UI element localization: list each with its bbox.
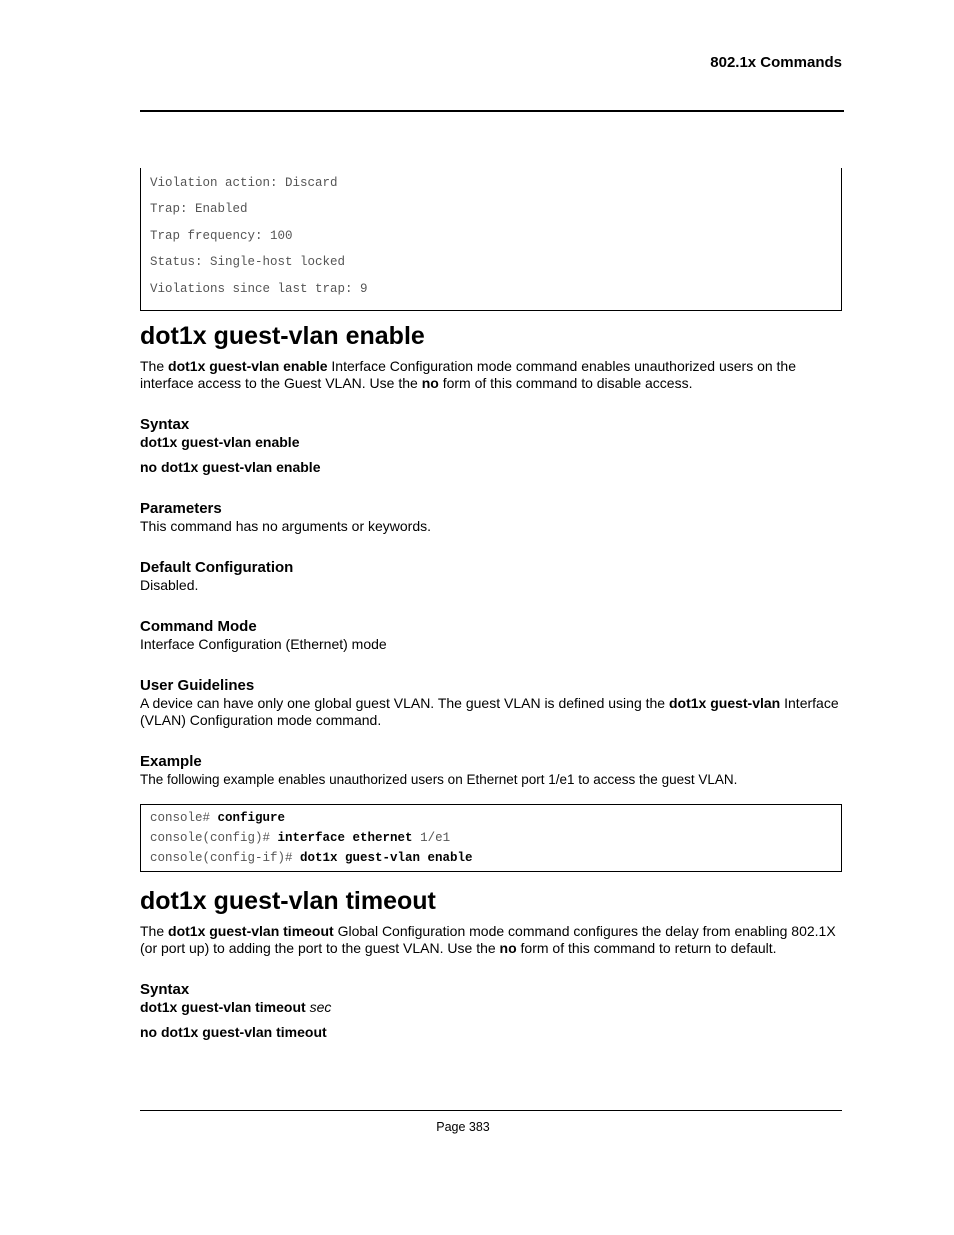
example-text: The following example enables unauthorized users on Ethernet port 1/e1 to access the guest VLAN. (140, 771, 738, 787)
parameters-heading: Parameters (140, 499, 222, 517)
user-guidelines-section (140, 677, 842, 729)
code-line: Status: Single-host locked (150, 255, 346, 270)
running-header: 802.1x Commands (710, 54, 842, 71)
section-intro: The dot1x guest-vlan timeout Global Configuration mode command configures the delay from enabling 802.1X (or port up) to adding the port to the guest VLAN. Use the no form of this command to return to default. (140, 922, 836, 956)
code-line: console# configure (150, 810, 286, 825)
user-guidelines-heading: User Guidelines (140, 676, 255, 694)
code-line: Violation action: Discard (150, 176, 338, 190)
user-guidelines-text: A device can have only one global guest VLAN. The guest VLAN is defined using the dot1x guest-vlan Interface (VLAN) Configuration mode command. (140, 694, 839, 728)
code-line: Trap frequency: 100 (150, 228, 293, 243)
default-config-section (140, 559, 842, 594)
syntax-line: dot1x guest-vlan enable (140, 433, 300, 450)
syntax-heading: Syntax (140, 415, 190, 433)
section-title-guest-vlan-enable: dot1x guest-vlan enable (140, 321, 425, 350)
section-title-guest-vlan-timeout: dot1x guest-vlan timeout (140, 886, 436, 915)
default-config-text: Disabled. (140, 576, 199, 593)
example-code-block (140, 804, 842, 872)
command-mode-section (140, 618, 842, 653)
header-rule (140, 110, 844, 112)
top-code-block (140, 168, 842, 311)
syntax-line: dot1x guest-vlan timeout sec (140, 998, 332, 1015)
syntax-section (140, 416, 842, 476)
footer-rule (140, 1110, 842, 1111)
syntax-section (140, 981, 842, 1041)
command-mode-heading: Command Mode (140, 617, 257, 635)
example-heading: Example (140, 752, 202, 770)
syntax-line: no dot1x guest-vlan enable (140, 458, 321, 475)
command-mode-text: Interface Configuration (Ethernet) mode (140, 635, 387, 652)
syntax-line: no dot1x guest-vlan timeout (140, 1023, 327, 1040)
code-line: console(config)# interface ethernet 1/e1 (150, 830, 451, 845)
parameters-text: This command has no arguments or keywords. (140, 517, 432, 534)
page-number: Page 383 (436, 1120, 490, 1134)
default-config-heading: Default Configuration (140, 558, 294, 576)
code-line: Trap: Enabled (150, 202, 248, 217)
example-section (140, 753, 842, 872)
code-line: console(config-if)# dot1x guest-vlan enable (150, 850, 473, 865)
code-line: Violations since last trap: 9 (150, 281, 368, 296)
parameters-section (140, 500, 842, 535)
section-intro: The dot1x guest-vlan enable Interface Configuration mode command enables unauthorized users on the interface access to the Guest VLAN. Use the no form of this command to disable access. (140, 357, 797, 391)
syntax-heading: Syntax (140, 980, 190, 998)
page-content (140, 168, 842, 1041)
